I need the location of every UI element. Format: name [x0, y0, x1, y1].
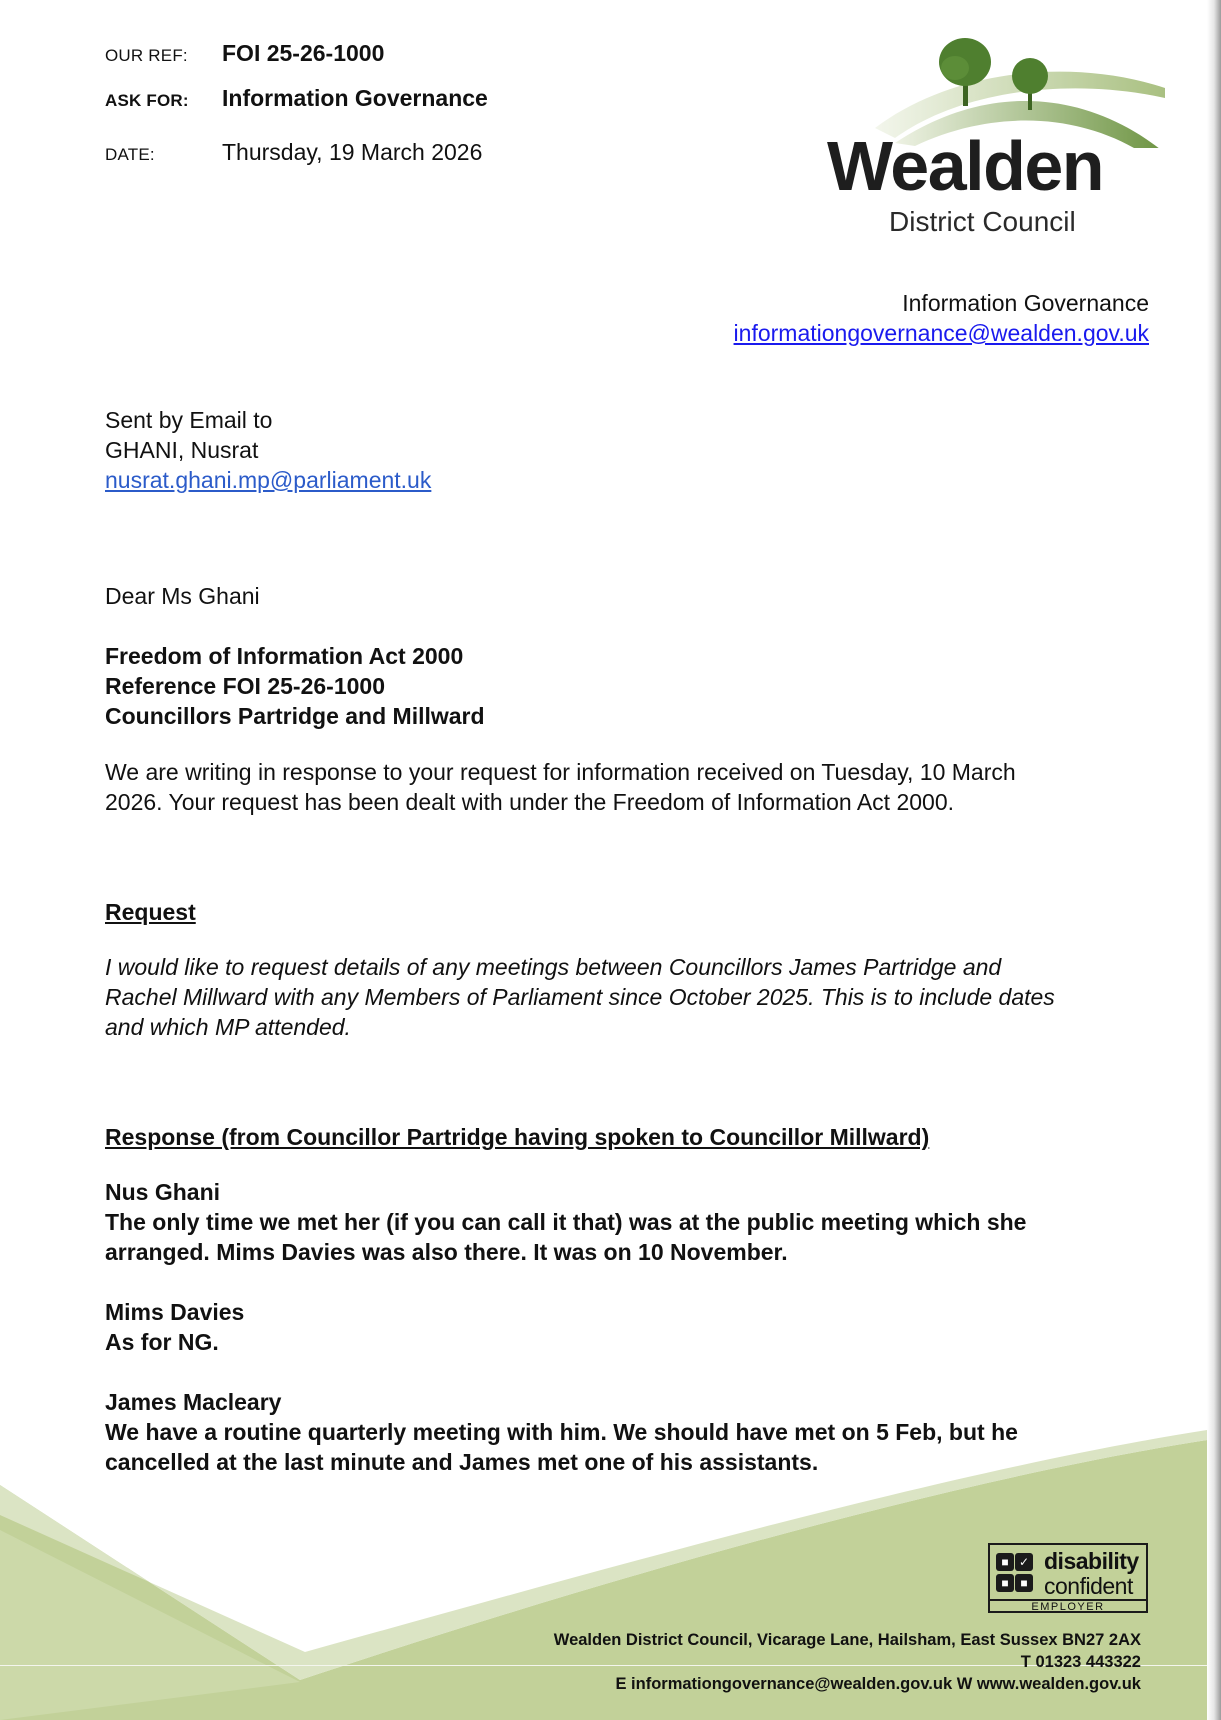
response-entry — [105, 1177, 1026, 1267]
logo-subtitle: District Council — [889, 206, 1076, 237]
response-entry — [105, 1297, 244, 1357]
ask-value: Information Governance — [222, 85, 488, 111]
response-line: arranged. Mims Davies was also there. It was on 10 November. — [105, 1239, 788, 1265]
check-icon: ✓ — [1015, 1553, 1033, 1571]
request-line: and which MP attended. — [105, 1014, 351, 1040]
response-mp-name: Nus Ghani — [105, 1179, 221, 1205]
badge-line1: disability — [1044, 1548, 1139, 1574]
date-row — [105, 139, 482, 166]
sender-email-link[interactable]: informationgovernance@wealden.gov.uk — [733, 320, 1149, 346]
heading-line: Freedom of Information Act 2000 — [105, 643, 464, 669]
ref-row — [105, 40, 384, 67]
response-mp-name: James Macleary — [105, 1389, 282, 1415]
request-line: Rachel Millward with any Members of Parliament since October 2025. This is to include dates — [105, 984, 1055, 1010]
badge-line2: confident — [1044, 1573, 1133, 1599]
letter-heading — [105, 641, 485, 731]
response-line: The only time we met her (if you can call it that) was at the public meeting which she — [105, 1209, 1027, 1235]
logo-name: Wealden — [827, 127, 1104, 205]
recipient-name: GHANI, Nusrat — [105, 437, 259, 463]
recipient-intro: Sent by Email to — [105, 407, 273, 433]
intro-paragraph — [105, 757, 1016, 817]
response-mp-name: Mims Davies — [105, 1299, 245, 1325]
badge-icons — [996, 1553, 1040, 1595]
recipient-email-link[interactable]: nusrat.ghani.mp@parliament.uk — [105, 467, 432, 493]
lock-icon: ■ — [996, 1574, 1014, 1592]
council-logo — [815, 28, 1175, 258]
intro-line: We are writing in response to your request for information received on Tuesday, 10 March — [105, 759, 1016, 785]
intro-line: 2026. Your request has been dealt with under the Freedom of Information Act 2000. — [105, 789, 955, 815]
recipient-block — [105, 405, 431, 495]
request-line: I would like to request details of any meetings between Councillors James Partridge and — [105, 954, 1002, 980]
ask-label: ASK FOR: — [105, 91, 189, 110]
date-label: DATE: — [105, 145, 155, 164]
handshake-icon: ■ — [1015, 1574, 1033, 1592]
sender-contact — [734, 288, 1149, 348]
sender-team: Information Governance — [902, 290, 1149, 316]
response-line: As for NG. — [105, 1329, 219, 1355]
request-text — [105, 952, 1055, 1042]
ref-value: FOI 25-26-1000 — [222, 40, 385, 66]
response-title: Response (from Councillor Partridge having spoken to Councillor Millward) — [105, 1124, 930, 1150]
disability-confident-badge — [988, 1543, 1148, 1613]
badge-line3: EMPLOYER — [990, 1599, 1146, 1613]
ref-label: OUR REF: — [105, 46, 188, 65]
footer-email-web: E informationgovernance@wealden.gov.uk W www.wealden.gov.uk — [615, 1675, 1141, 1693]
ask-row — [105, 85, 488, 112]
request-title: Request — [105, 899, 196, 925]
footer-phone: T 01323 443322 — [1020, 1653, 1141, 1671]
response-line: We have a routine quarterly meeting with him. We should have met on 5 Feb, but he — [105, 1419, 1018, 1445]
salutation: Dear Ms Ghani — [105, 583, 260, 609]
response-line: cancelled at the last minute and James met one of his assistants. — [105, 1449, 819, 1475]
heading-line: Reference FOI 25-26-1000 — [105, 673, 385, 699]
date-value: Thursday, 19 March 2026 — [222, 139, 483, 165]
footer-address: Wealden District Council, Vicarage Lane, Hailsham, East Sussex BN27 2AX — [553, 1631, 1141, 1649]
people-icon: ■ — [996, 1553, 1014, 1571]
heading-line: Councillors Partridge and Millward — [105, 703, 485, 729]
